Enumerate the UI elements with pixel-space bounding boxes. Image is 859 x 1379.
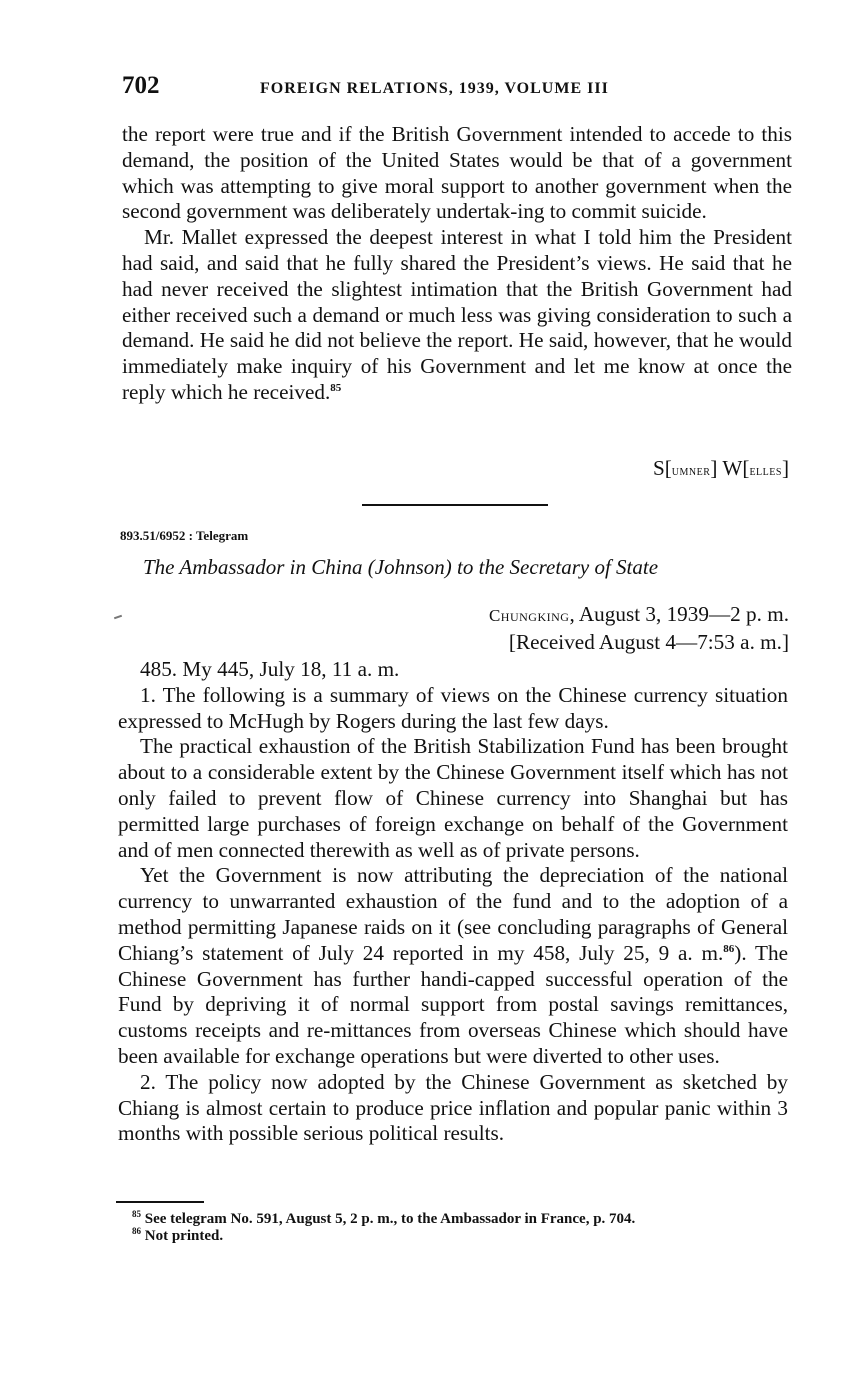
signature-w-rest: elles <box>749 464 782 479</box>
signature-s: S[ <box>652 456 672 480</box>
telegram-body <box>118 657 788 1147</box>
body-paragraph-3-a: Yet the Government is now attributing the depreciation of the national currency to unwarranted exhaustion of the fund and to the adoption of a method permitting Japanese raids on it (see concluding paragraphs of General Chiang’s statement of July 24 reported in my 458, July 25, 9 a. m. <box>118 863 788 965</box>
document-title: The Ambassador in China (Johnson) to the Secretary of State <box>143 555 659 579</box>
dateline-place: Chungking <box>488 606 570 625</box>
footnote-86 <box>116 1228 784 1245</box>
footnote-85 <box>116 1211 784 1228</box>
signature-mid: ] W[ <box>710 456 750 480</box>
signature-s-rest: umner <box>671 464 711 479</box>
dateline <box>489 601 789 656</box>
body-paragraph-3-b: ). The Chinese Government has further handi-capped successful operation of the Fund by depriving it of normal support from postal savings remittances, customs receipts and re-mittances from overseas Chinese which should have been available for exchange operations but were diverted to other uses. <box>118 940 788 1068</box>
footnotes <box>116 1211 784 1245</box>
body-paragraph-3 <box>118 863 788 1069</box>
page-number: 702 <box>122 72 160 99</box>
footnote-text-85: See telegram No. 591, August 5, 2 p. m., to the Ambassador in France, p. 704. <box>144 1211 636 1227</box>
body-paragraph-4: 2. The policy now adopted by the Chinese Government as sketched by Chiang is almost certain to produce price inflation and popular panic within 3 months with possible serious political results. <box>118 1069 788 1146</box>
footnote-rule <box>116 1201 204 1203</box>
section-divider <box>362 504 548 506</box>
footnote-mark-85: 85 <box>132 1209 141 1219</box>
dateline-date: , August 3, 1939—2 p. m. <box>569 602 789 626</box>
signature <box>653 456 789 481</box>
footnote-ref-86: 86 <box>723 942 735 955</box>
footnote-text-86: Not printed. <box>144 1228 224 1244</box>
signature-end: ] <box>781 456 789 480</box>
stray-mark <box>114 615 122 620</box>
dateline-sent <box>489 601 789 629</box>
dateline-received: [Received August 4—7:53 a. m.] <box>508 630 789 654</box>
mallet-paragraph-text: Mr. Mallet expressed the deepest interest in what I told him the President had said, and said that he fully shared the President’s views. He said that he had never received the slightest intimation that the British Government had either received such a demand or much less was giving consideration to such a demand. He said he did not believe the report. He said, however, that he would immediately make inquiry of his Government and let me know at once the reply which he received. <box>122 225 792 404</box>
mallet-paragraph <box>122 225 792 406</box>
footnote-ref-85: 85 <box>330 381 342 394</box>
running-title: FOREIGN RELATIONS, 1939, VOLUME III <box>260 80 609 97</box>
telegram-reference: 485. My 445, July 18, 11 a. m. <box>140 657 400 681</box>
body-paragraph-2: The practical exhaustion of the British Stabilization Fund has been brought about to a considerable extent by the Chinese Government itself which has not only failed to prevent flow of Chinese currency into Shanghai but has permitted large purchases of foreign exchange on behalf of the Government and of men connected therewith as well as of private persons. <box>118 734 788 862</box>
footnote-mark-86: 86 <box>132 1226 141 1236</box>
carryover-text <box>122 122 792 406</box>
file-reference: 893.51/6952 : Telegram <box>120 528 249 543</box>
running-head <box>122 72 794 106</box>
body-paragraph-1: 1. The following is a summary of views on the Chinese currency situation expressed to McHugh by Rogers during the last few days. <box>118 682 788 733</box>
carryover-paragraph: the report were true and if the British Government intended to accede to this demand, the position of the United States would be that of a government which was attempting to give moral support to another government when the second government was deliberately undertak-ing to commit suicide. <box>122 122 792 224</box>
